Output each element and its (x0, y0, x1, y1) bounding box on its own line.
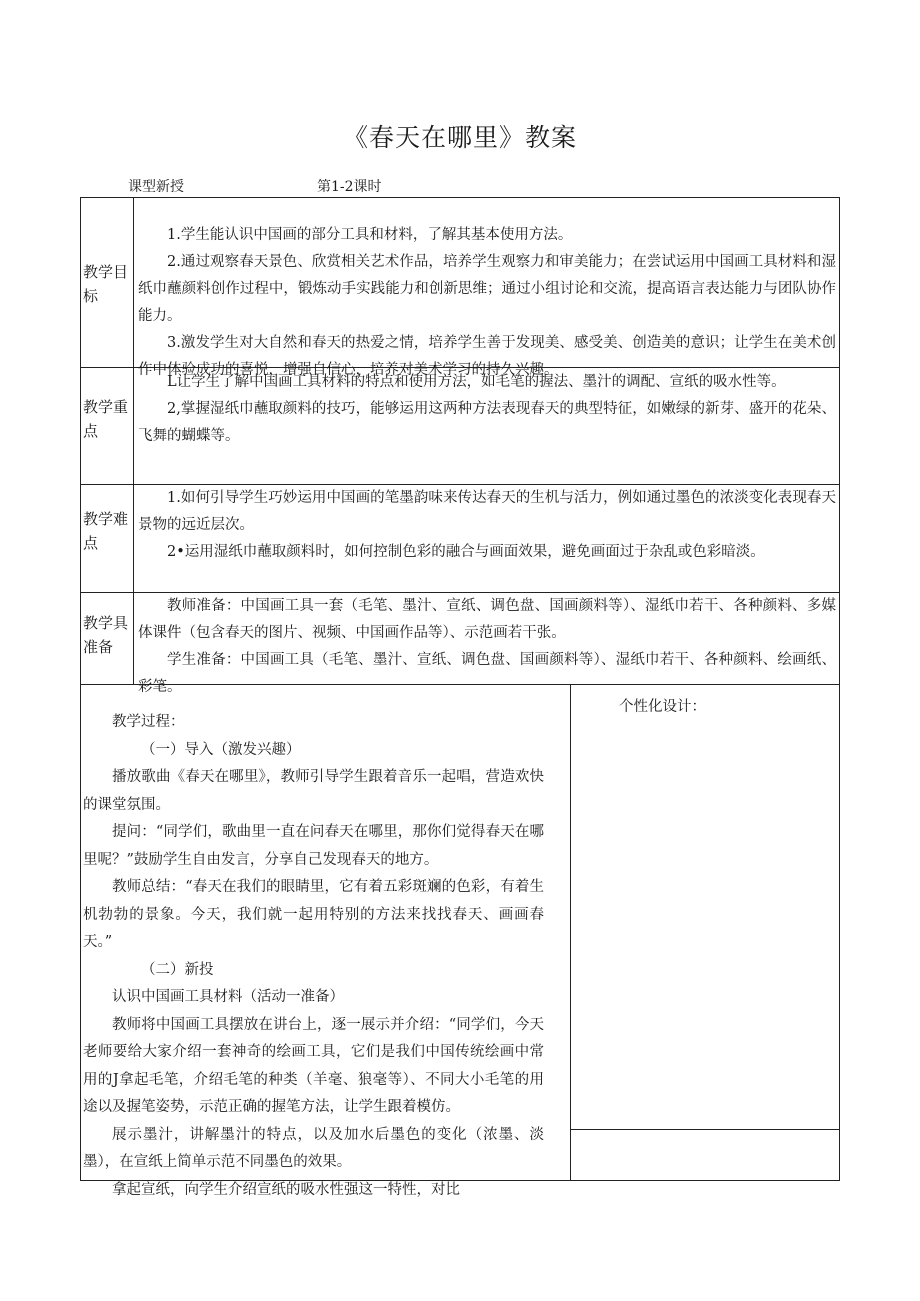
key-points-label: 教学重点 (81, 368, 134, 484)
section-new-heading: （二）新投 (141, 961, 214, 978)
key-point-item: 2,掌握湿纸巾蘸取颜料的技巧，能够运用这两种方法表现春天的典型特征，如嫩绿的新芽、盛开的花朵、飞舞的蝴蝶等。 (138, 401, 836, 444)
teaching-process (81, 685, 571, 1198)
process-heading: 教学过程： (112, 714, 185, 730)
difficulties-content (134, 485, 839, 592)
objectives-content (134, 198, 839, 378)
objectives-label: 教学目标 (81, 198, 134, 367)
objective-item: 1.学生能认识中国画的部分工具和材料，了解其基本使用方法。 (167, 227, 573, 243)
objective-item: 3.激发学生对大自然和春天的热爱之情，培养学生善于发现美、感受美、创造美的意识；让学生在美术创作中体验成功的喜悦，增强自信心，培养对美术学习的持久兴趣。 (138, 335, 836, 378)
process-paragraph: 展示墨汁，讲解墨汁的特点，以及加水后墨色的变化（浓墨、淡墨），在宣纸上简单示范不同墨色的效果。 (83, 1126, 544, 1170)
lesson-type: 课型新授 (128, 179, 184, 195)
lesson-plan-table (80, 197, 840, 1198)
personalized-design-label: 个性化设计： (619, 699, 706, 715)
preparation-item: 学生准备：中国画工具（毛笔、墨汁、宣纸、调色盘、国画颜料等）、湿纸巾若干、各种颜料、绘画纸、彩笔。 (138, 652, 836, 695)
key-points-row (81, 368, 839, 485)
process-paragraph: 教师总结：“春天在我们的眼睛里，它有着五彩斑斓的色彩，有着生机勃勃的景象。今天，我们就一起用特别的方法来找找春天、画画春天。” (83, 879, 544, 950)
preparation-label: 教学具准备 (81, 593, 134, 684)
difficulties-label: 教学难点 (81, 485, 134, 592)
difficulties-row (81, 485, 839, 593)
section-intro-heading: （一）导入（激发兴趣） (141, 741, 301, 758)
divider (571, 1129, 839, 1130)
preparation-content (134, 593, 839, 695)
activity-heading: 认识中国画工具材料（活动一准备） (112, 989, 344, 1005)
lesson-period: 第1-2课时 (317, 179, 382, 195)
process-paragraph: 提问：“同学们，歌曲里一直在问春天在哪里，那你们觉得春天在哪里呢？”鼓励学生自由发言，分享自己发现春天的地方。 (83, 824, 544, 868)
preparation-row (81, 593, 839, 695)
document-title: 《春天在哪里》教案 (342, 123, 577, 152)
objective-item: 2.通过观察春天景色、欣赏相关艺术作品，培养学生观察力和审美能力；在尝试运用中国画工具材料和湿纸巾蘸颜料创作过程中，锻炼动手实践能力和创新思维；通过小组讨论和交流，提高语言表达能力与团队协作能力。 (138, 254, 836, 324)
process-paragraph: 教师将中国画工具摆放在讲台上，逐一展示并介绍：“同学们，今天老师要给大家介绍一套神奇的绘画工具，它们是我们中国传统绘画中常用的J拿起毛笔，介绍毛笔的种类（羊毫、狼毫等）、不同大小毛笔的用途以及握笔姿势，示范正确的握笔方法，让学生跟着模仿。 (83, 1016, 544, 1115)
key-points-content (134, 368, 839, 484)
difficulty-item: 2•运用湿纸巾蘸取颜料时，如何控制色彩的融合与画面效果，避免画面过于杂乱或色彩暗淡。 (167, 544, 765, 560)
key-point-item: L让学生了解中国画工具材料的特点和使用方法，如毛笔的握法、墨汁的调配、宣纸的吸水性等。 (167, 374, 786, 390)
personalized-design (571, 685, 839, 1180)
process-paragraph: 拿起宣纸，向学生介绍宣纸的吸水性强这一特性，对比 (112, 1181, 460, 1198)
objectives-row (81, 198, 839, 378)
preparation-item: 教师准备：中国画工具一套（毛笔、墨汁、宣纸、调色盘、国画颜料等）、湿纸巾若干、各种颜料、多媒体课件（包含春天的图片、视频、中国画作品等）、示范画若干张。 (138, 598, 836, 641)
process-paragraph: 播放歌曲《春天在哪里》，教师引导学生跟着音乐一起唱，营造欢快的课堂氛围。 (83, 769, 544, 813)
difficulty-item: 1.如何引导学生巧妙运用中国画的笔墨韵味来传达春天的生机与活力，例如通过墨色的浓淡变化表现春天景物的远近层次。 (138, 490, 836, 533)
